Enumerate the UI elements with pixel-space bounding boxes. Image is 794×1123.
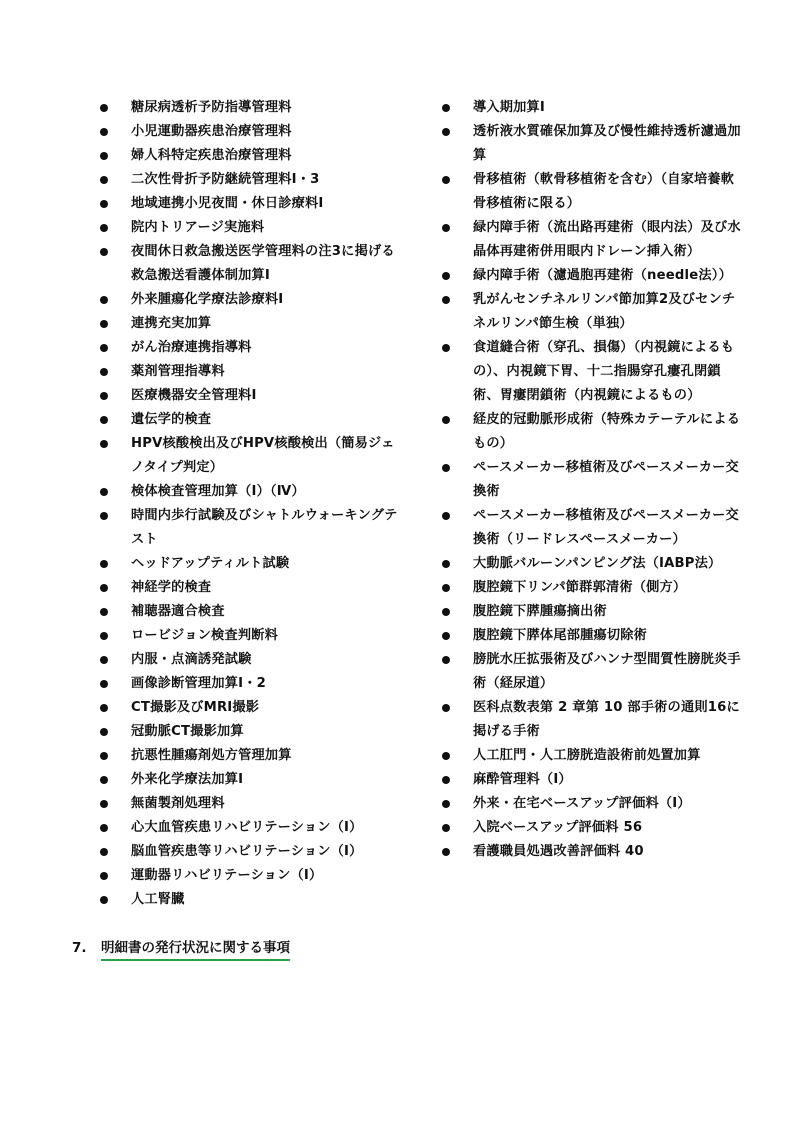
- bullet-icon: [442, 176, 450, 184]
- list-item: [442, 288, 742, 336]
- list-item: [442, 792, 742, 816]
- bullet-icon: [100, 392, 108, 400]
- bullet-icon: [100, 776, 108, 784]
- list-item-text: 二次性骨折予防継続管理料Ⅰ・3: [131, 172, 320, 187]
- bullet-icon: [100, 824, 108, 832]
- list-item-text: 画像診断管理加算Ⅰ・2: [131, 676, 266, 691]
- list-item-text: ロービジョン検査判断料: [131, 628, 278, 643]
- list-item-text: 人工肛門・人工膀胱造設術前処置加算: [473, 748, 701, 763]
- bullet-icon: [100, 680, 108, 688]
- bullet-icon: [100, 704, 108, 712]
- bullet-icon: [442, 776, 450, 784]
- list-item-text: 食道縫合術（穿孔、損傷）（内視鏡によるもの）、内視鏡下胃、十二指腸穿孔瘻孔閉鎖術、胃瘻閉鎖術（内視鏡によるもの）: [473, 340, 735, 403]
- bullet-icon: [442, 416, 450, 424]
- list-item-text: 麻酔管理料（Ⅰ）: [473, 772, 572, 787]
- list-item: [100, 720, 400, 744]
- list-item-text: 検体検査管理加算（Ⅰ）（Ⅳ）: [131, 484, 305, 499]
- list-item: [442, 648, 742, 696]
- list-item: [100, 552, 400, 576]
- bullet-icon: [100, 128, 108, 136]
- list-item-text: ペースメーカー移植術及びペースメーカー交換術（リードレスペースメーカー）: [473, 508, 739, 547]
- bullet-icon: [442, 104, 450, 112]
- bullet-icon: [100, 656, 108, 664]
- list-item: [100, 432, 400, 480]
- list-item-text: 緑内障手術（流出路再建術（眼内法）及び水晶体再建術併用眼内ドレーン挿入術）: [473, 220, 741, 259]
- list-item-text: 医療機器安全管理料Ⅰ: [131, 388, 257, 403]
- bullet-icon: [442, 344, 450, 352]
- bullet-icon: [100, 320, 108, 328]
- list-item: [442, 552, 742, 576]
- list-item: [100, 408, 400, 432]
- bullet-icon: [442, 272, 450, 280]
- list-item: [100, 120, 400, 144]
- right-item-list: [442, 96, 742, 864]
- bullet-icon: [100, 896, 108, 904]
- bullet-icon: [442, 464, 450, 472]
- list-item: [442, 408, 742, 456]
- list-item-text: がん治療連携指導料: [131, 340, 252, 355]
- list-item: [100, 144, 400, 168]
- list-item: [100, 504, 400, 552]
- list-item-text: 遺伝学的検査: [131, 412, 212, 427]
- bullet-icon: [100, 632, 108, 640]
- list-item-text: 夜間休日救急搬送医学管理料の注3に掲げる救急搬送看護体制加算Ⅰ: [131, 244, 395, 283]
- bullet-icon: [100, 224, 108, 232]
- list-item: [442, 336, 742, 408]
- bullet-icon: [100, 296, 108, 304]
- list-item-text: 脳血管疾患等リハビリテーション（Ⅰ）: [131, 844, 363, 859]
- list-item-text: 腹腔鏡下膵体尾部腫瘍切除術: [473, 628, 648, 643]
- list-item: [442, 216, 742, 264]
- section-heading: [72, 937, 290, 961]
- bullet-icon: [100, 488, 108, 496]
- list-item: [100, 384, 400, 408]
- list-item-text: 腹腔鏡下リンパ節群郭清術（側方）: [473, 580, 687, 595]
- list-item: [100, 168, 400, 192]
- list-item-text: 看護職員処遇改善評価料 40: [473, 844, 644, 859]
- list-item-text: 経皮的冠動脈形成術（特殊カテーテルによるもの）: [473, 412, 741, 451]
- list-item: [100, 816, 400, 840]
- bullet-icon: [100, 368, 108, 376]
- list-item-text: 抗悪性腫瘍剤処方管理加算: [131, 748, 292, 763]
- list-item-text: 緑内障手術（濾過胞再建術（needle法））: [473, 268, 732, 283]
- list-item: [100, 480, 400, 504]
- list-item-text: 補聴器適合検査: [131, 604, 225, 619]
- list-item: [442, 120, 742, 168]
- list-item-text: 婦人科特定疾患治療管理料: [131, 148, 292, 163]
- list-item: [100, 864, 400, 888]
- bullet-icon: [442, 752, 450, 760]
- bullet-icon: [100, 440, 108, 448]
- bullet-icon: [100, 752, 108, 760]
- bullet-icon: [100, 512, 108, 520]
- bullet-icon: [100, 416, 108, 424]
- bullet-icon: [442, 704, 450, 712]
- list-item: [100, 648, 400, 672]
- bullet-icon: [442, 296, 450, 304]
- bullet-icon: [100, 728, 108, 736]
- list-item-text: 外来腫瘍化学療法診療料Ⅰ: [131, 292, 284, 307]
- list-item-text: 膀胱水圧拡張術及びハンナ型間質性膀胱炎手術（経尿道）: [473, 652, 741, 691]
- list-item-text: 外来化学療法加算Ⅰ: [131, 772, 244, 787]
- list-item: [100, 240, 400, 288]
- list-item: [442, 768, 742, 792]
- list-item: [442, 96, 742, 120]
- list-item: [100, 96, 400, 120]
- bullet-icon: [100, 560, 108, 568]
- bullet-icon: [100, 200, 108, 208]
- bullet-icon: [442, 512, 450, 520]
- list-item-text: 心大血管疾患リハビリテーション（Ⅰ）: [131, 820, 363, 835]
- list-item: [100, 360, 400, 384]
- list-item-text: 医科点数表第 2 章第 10 部手術の通則16に掲げる手術: [473, 700, 740, 739]
- list-item-text: 無菌製剤処理料: [131, 796, 225, 811]
- list-item-text: ヘッドアップティルト試験: [131, 556, 290, 571]
- list-item-text: 神経学的検査: [131, 580, 212, 595]
- list-item: [100, 744, 400, 768]
- list-item: [100, 792, 400, 816]
- list-item-text: 内服・点滴誘発試験: [131, 652, 252, 667]
- list-item-text: 大動脈バルーンパンピング法（IABP法）: [473, 556, 722, 571]
- list-item-text: 冠動脈CT撮影加算: [131, 724, 244, 739]
- bullet-icon: [100, 848, 108, 856]
- list-item-text: 糖尿病透析予防指導管理料: [131, 100, 292, 115]
- list-item: [100, 216, 400, 240]
- list-item-text: 人工腎臓: [131, 892, 185, 907]
- bullet-icon: [100, 800, 108, 808]
- list-item: [442, 624, 742, 648]
- list-item-text: ペースメーカー移植術及びペースメーカー交換術: [473, 460, 739, 499]
- list-item: [100, 840, 400, 864]
- bullet-icon: [442, 224, 450, 232]
- list-item-text: 連携充実加算: [131, 316, 212, 331]
- section-title: 明細書の発行状況に関する事項: [101, 937, 290, 961]
- list-item-text: 乳がんセンチネルリンパ節加算2及びセンチネルリンパ節生検（単独）: [473, 292, 736, 331]
- list-item-text: 薬剤管理指導料: [131, 364, 225, 379]
- list-item: [442, 456, 742, 504]
- bullet-icon: [100, 872, 108, 880]
- list-item-text: 外来・在宅ベースアップ評価料（Ⅰ）: [473, 796, 691, 811]
- bullet-icon: [442, 608, 450, 616]
- bullet-icon: [442, 848, 450, 856]
- bullet-icon: [442, 560, 450, 568]
- list-item-text: 地域連携小児夜間・休日診療料Ⅰ: [131, 196, 324, 211]
- bullet-icon: [442, 584, 450, 592]
- list-item: [442, 816, 742, 840]
- list-item: [442, 840, 742, 864]
- list-item-text: 運動器リハビリテーション（Ⅰ）: [131, 868, 323, 883]
- list-item: [442, 600, 742, 624]
- list-item: [100, 288, 400, 312]
- list-item: [100, 336, 400, 360]
- section-number: 7.: [72, 940, 87, 956]
- list-item: [100, 576, 400, 600]
- bullet-icon: [100, 344, 108, 352]
- list-item: [100, 192, 400, 216]
- list-item-text: 時間内歩行試験及びシャトルウォーキングテスト: [131, 508, 398, 547]
- list-item-text: HPV核酸検出及びHPV核酸検出（簡易ジェノタイプ判定）: [131, 436, 395, 475]
- list-item-text: CT撮影及びMRI撮影: [131, 700, 260, 715]
- bullet-icon: [442, 824, 450, 832]
- list-item: [442, 576, 742, 600]
- list-item: [442, 696, 742, 744]
- bullet-icon: [100, 584, 108, 592]
- list-item: [442, 264, 742, 288]
- list-item-text: 導入期加算Ⅰ: [473, 100, 546, 115]
- list-item: [100, 696, 400, 720]
- list-item: [100, 624, 400, 648]
- list-item: [442, 504, 742, 552]
- list-item-text: 腹腔鏡下膵腫瘍摘出術: [473, 604, 607, 619]
- list-item: [442, 168, 742, 216]
- bullet-icon: [442, 128, 450, 136]
- list-item-text: 骨移植術（軟骨移植術を含む）（自家培養軟骨移植術に限る）: [473, 172, 735, 211]
- bullet-icon: [100, 176, 108, 184]
- list-item-text: 透析液水質確保加算及び慢性維持透析濾過加算: [473, 124, 741, 163]
- left-item-list: [100, 96, 400, 912]
- bullet-icon: [442, 656, 450, 664]
- bullet-icon: [100, 608, 108, 616]
- list-item: [100, 672, 400, 696]
- list-item: [442, 744, 742, 768]
- bullet-icon: [100, 104, 108, 112]
- list-item: [100, 888, 400, 912]
- list-item: [100, 600, 400, 624]
- bullet-icon: [442, 632, 450, 640]
- bullet-icon: [100, 248, 108, 256]
- list-item: [100, 768, 400, 792]
- bullet-icon: [442, 800, 450, 808]
- list-item-text: 院内トリアージ実施料: [131, 220, 265, 235]
- list-item-text: 小児運動器疾患治療管理料: [131, 124, 292, 139]
- list-item: [100, 312, 400, 336]
- bullet-icon: [100, 152, 108, 160]
- list-item-text: 入院ベースアップ評価料 56: [473, 820, 643, 835]
